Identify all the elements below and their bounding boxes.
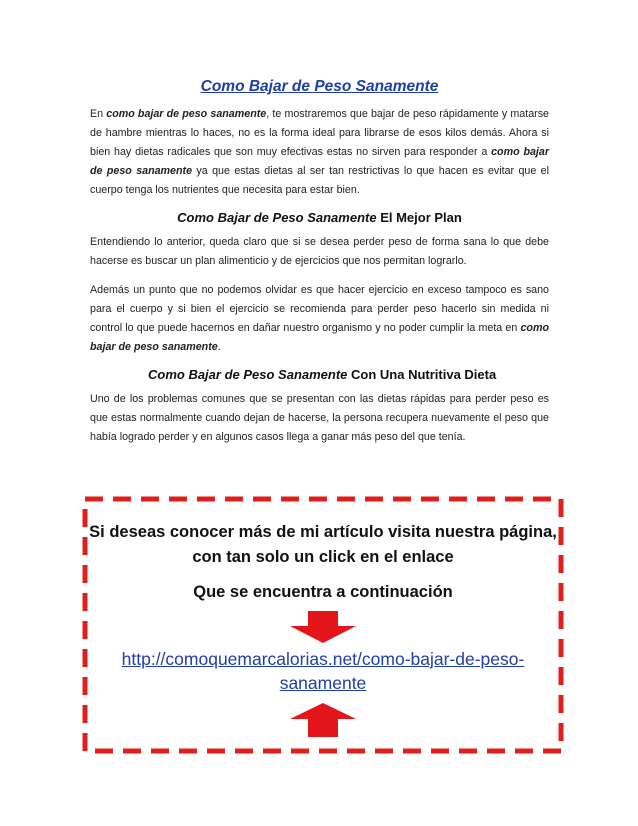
arrow-down-icon (290, 611, 356, 643)
section-heading-diet (90, 367, 549, 382)
heading-italic-part: Como Bajar de Peso Sanamente (148, 367, 348, 382)
heading-rest-part: Con Una Nutritiva Dieta (347, 367, 497, 382)
call-to-action-box (82, 496, 564, 754)
article-body (90, 78, 549, 457)
link-part-2: sanamente (279, 673, 367, 693)
keyword-emphasis: como bajar de peso sanamente (90, 322, 549, 353)
heading-rest-part: El Mejor Plan (376, 210, 462, 225)
paragraph-diet-problems: Uno de los problemas comunes que se presentan con las dietas rápidas para perder peso es que estas normalmente cuando dejan de hacerse, la persona recupera nuevamente el peso que había logrado perder y en algunos casos llega a ganar más peso del que tenía. (90, 393, 549, 443)
paragraph-intro-pre: En (90, 108, 107, 120)
cta-line-2: con tan solo un click en el enlace (192, 548, 454, 566)
paragraph-intro-post: ya que estas dietas al ser tan restrictivas lo que hacen es evitar que el cuerpo tenga los nutrientes que necesita para estar bien. (90, 165, 550, 196)
paragraph-intro (90, 105, 549, 200)
section-heading-best-plan (90, 210, 549, 225)
article-link[interactable] (88, 647, 558, 695)
keyword-emphasis: como bajar de peso sanamente (90, 146, 549, 177)
link-part-1: http://comoquemarcalorias.net/como-bajar-de-peso- (121, 649, 525, 669)
paragraph-exercise-text: Además un punto que no podemos olvidar es que hacer ejercicio en exceso tampoco es sano para el cuerpo y si bien el ejercicio se recomienda para perder peso hacerlo sin medida ni control lo que puede hacernos en dañar nuestro organismo y no poder cumplir la meta en (90, 284, 549, 334)
paragraph-intro-mid: , te mostraremos que bajar de peso rápidamente y matarse de hambre mientras lo haces, no es la forma ideal para librarse de esos kilos demás. Ahora si bien hay dietas radicales que son muy efectivas estas no sirven para responder a (90, 108, 549, 158)
article-title: Como Bajar de Peso Sanamente (200, 78, 439, 95)
heading-italic-part: Como Bajar de Peso Sanamente (177, 210, 377, 225)
keyword-emphasis: como bajar de peso sanamente (106, 108, 267, 120)
paragraph-plan: Entendiendo lo anterior, queda claro que si se desea perder peso de forma sana lo que debe hacerse es buscar un plan alimenticio y de ejercicios que nos permitan lograrlo. (90, 236, 549, 267)
paragraph-exercise (90, 281, 549, 357)
cta-line-1: Si deseas conocer más de mi artículo visita nuestra página, (89, 523, 557, 541)
cta-content (88, 520, 558, 737)
paragraph-exercise-end: . (217, 341, 221, 353)
cta-line-3: Que se encuentra a continuación (193, 583, 453, 601)
arrow-up-icon (290, 703, 356, 737)
